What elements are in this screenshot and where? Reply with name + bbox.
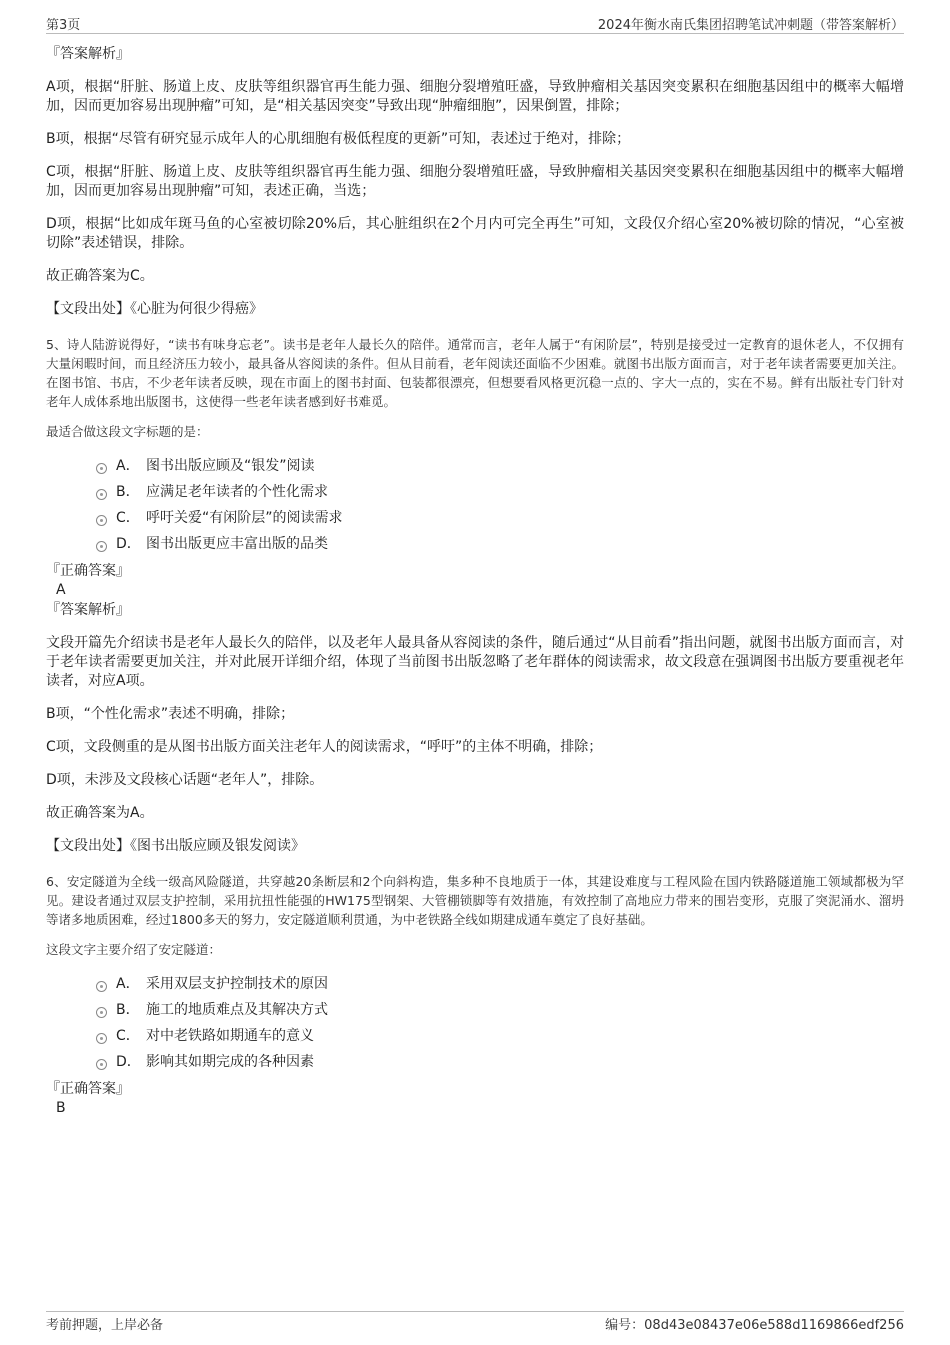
document-code: 编号：08d43e08437e06e588d1169866edf256 bbox=[605, 1318, 904, 1333]
source-title: 《图书出版应顾及银发阅读》 bbox=[130, 838, 305, 854]
source-label: 【文段出处】 bbox=[46, 838, 130, 854]
question-prompt: 最适合做这段文字标题的是： bbox=[46, 424, 209, 439]
question-text: 6、安定隧道为全线一级高风险隧道，共穿越20条断层和2个向斜构造，集多种不良地质于一体，其建设难度与工程风险在国内铁路隧道施工领域都极为罕见。建设者通过双层支护控制，采用抗扭性能强的HW175型钢架、大管棚锁脚等有效措施，有效控制了高地应力带来的围岩变形，克服了突泥涌水、溜坍等诸多地质困难，经过1800多天的努力，安定隧道顺利贯通，为中老铁路全线如期建成通车奠定了良好基础。 bbox=[46, 874, 904, 927]
option-d[interactable]: D． 图书出版更应丰富出版的品类 bbox=[96, 531, 904, 557]
radio-icon[interactable] bbox=[96, 981, 107, 992]
analysis-paragraph: 文段开篇先介绍读书是老年人最长久的陪伴，以及老年人最具备从容阅读的条件，随后通过“从目前看”指出问题，就图书出版方面而言，对于老年读者需要更加关注，并对此展开详细介绍，体现了当前图书出版忽略了老年群体的阅读需求，故文段意在强调图书出版方要重视老年读者，对应A项。 bbox=[46, 635, 904, 689]
source-line bbox=[46, 837, 904, 856]
analysis-tag: 『答案解析』 bbox=[46, 602, 130, 618]
analysis-paragraph: B项，“个性化需求”表述不明确，排除； bbox=[46, 706, 295, 722]
footer-slogan: 考前押题，上岸必备 bbox=[46, 1318, 164, 1333]
option-b[interactable]: B． 施工的地质难点及其解决方式 bbox=[96, 997, 904, 1023]
radio-icon[interactable] bbox=[96, 489, 107, 500]
option-c[interactable]: C． 对中老铁路如期通车的意义 bbox=[96, 1023, 904, 1049]
options-list bbox=[46, 453, 904, 557]
analysis-paragraph: C项，根据“肝脏、肠道上皮、皮肤等组织器官再生能力强、细胞分裂增殖旺盛，导致肿瘤相关基因突变累积在细胞基因组中的概率大幅增加，因而更加容易出现肿瘤”可知，表述正确，当选； bbox=[46, 164, 904, 199]
analysis-paragraph: D项，根据“比如成年斑马鱼的心室被切除20%后，其心脏组织在2个月内可完全再生”可知，文段仅介绍心室20%被切除的情况，“心室被切除”表述错误，排除。 bbox=[46, 216, 904, 251]
radio-icon[interactable] bbox=[96, 1059, 107, 1070]
source-line bbox=[46, 300, 904, 319]
source-label: 【文段出处】 bbox=[46, 301, 130, 317]
correct-answer: B bbox=[56, 1100, 66, 1116]
question-text: 5、诗人陆游说得好，“读书有味身忘老”。读书是老年人最长久的陪伴。通常而言，老年人属于“有闲阶层”，特别是接受过一定教育的退休老人，不仅拥有大量闲暇时间，而且经济压力较小，最具备从容阅读的条件。但从目前看，老年阅读还面临不少困难。就图书出版方面而言，对于老年读者需要更加关注。在图书馆、书店，不少老年读者反映，现在市面上的图书封面、包装都很漂亮，但想要看风格更沉稳一点的、字大一点的，实在不易。鲜有出版社专门针对老年人成体系地出版图书，这使得一些老年读者感到好书难觅。 bbox=[46, 337, 904, 409]
option-d[interactable]: D． 影响其如期完成的各种因素 bbox=[96, 1049, 904, 1075]
analysis-paragraph: C项，文段侧重的是从图书出版方面关注老年人的阅读需求，“呼吁”的主体不明确，排除； bbox=[46, 739, 603, 755]
question-5 bbox=[46, 335, 904, 856]
option-a[interactable]: A． 图书出版应顾及“银发”阅读 bbox=[96, 453, 904, 479]
analysis-paragraph: B项，根据“尽管有研究显示成年人的心肌细胞有极低程度的更新”可知，表述过于绝对，排除； bbox=[46, 131, 631, 147]
correct-answer: A bbox=[56, 582, 66, 598]
radio-icon[interactable] bbox=[96, 1007, 107, 1018]
page-content bbox=[46, 44, 904, 1118]
radio-icon[interactable] bbox=[96, 463, 107, 474]
question-6 bbox=[46, 872, 904, 1118]
options-list bbox=[46, 971, 904, 1075]
source-title: 《心脏为何很少得癌》 bbox=[130, 301, 263, 317]
correct-answer-statement: 故正确答案为C。 bbox=[46, 268, 154, 284]
document-title: 2024年衡水南氏集团招聘笔试冲刺题（带答案解析） bbox=[597, 18, 904, 33]
prev-question-analysis bbox=[46, 44, 904, 319]
correct-answer-tag: 『正确答案』 bbox=[46, 1081, 130, 1097]
analysis-tag: 『答案解析』 bbox=[46, 46, 130, 62]
question-prompt: 这段文字主要介绍了安定隧道： bbox=[46, 942, 222, 957]
page-number: 第3页 bbox=[46, 18, 81, 33]
correct-answer-statement: 故正确答案为A。 bbox=[46, 805, 154, 821]
radio-icon[interactable] bbox=[96, 515, 107, 526]
correct-answer-tag: 『正确答案』 bbox=[46, 563, 130, 579]
radio-icon[interactable] bbox=[96, 1033, 107, 1044]
analysis-paragraph: A项，根据“肝脏、肠道上皮、皮肤等组织器官再生能力强、细胞分裂增殖旺盛，导致肿瘤相关基因突变累积在细胞基因组中的概率大幅增加，因而更加容易出现肿瘤”可知，是“相关基因突变”导致出现“肿瘤细胞”，因果倒置，排除； bbox=[46, 79, 904, 114]
footer-divider bbox=[46, 1311, 904, 1312]
option-a[interactable]: A． 采用双层支护控制技术的原因 bbox=[96, 971, 904, 997]
option-c[interactable]: C． 呼吁关爱“有闲阶层”的阅读需求 bbox=[96, 505, 904, 531]
radio-icon[interactable] bbox=[96, 541, 107, 552]
analysis-paragraph: D项，未涉及文段核心话题“老年人”，排除。 bbox=[46, 772, 324, 788]
header-divider bbox=[46, 33, 904, 34]
option-b[interactable]: B． 应满足老年读者的个性化需求 bbox=[96, 479, 904, 505]
